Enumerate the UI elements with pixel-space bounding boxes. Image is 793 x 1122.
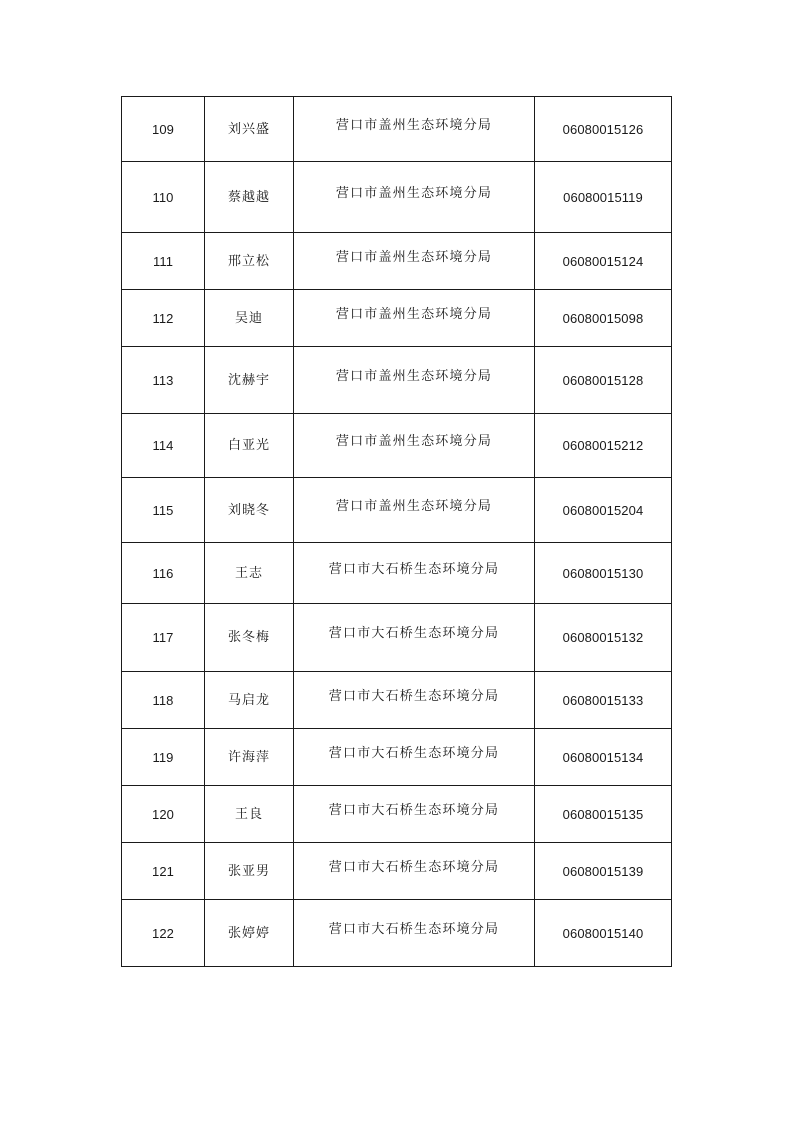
- id-number: 06080015204: [535, 478, 672, 543]
- id-number: 06080015124: [535, 233, 672, 290]
- person-name: 王良: [205, 786, 294, 843]
- id-number: 06080015139: [535, 843, 672, 900]
- department: 营口市盖州生态环境分局: [294, 162, 535, 233]
- table-row: [122, 162, 672, 233]
- department: 营口市盖州生态环境分局: [294, 290, 535, 347]
- department: 营口市盖州生态环境分局: [294, 97, 535, 162]
- row-number: 122: [122, 900, 205, 967]
- person-name: 刘晓冬: [205, 478, 294, 543]
- department: 营口市盖州生态环境分局: [294, 347, 535, 414]
- person-name: 吴迪: [205, 290, 294, 347]
- row-number: 112: [122, 290, 205, 347]
- id-number: 06080015134: [535, 729, 672, 786]
- person-name: 许海萍: [205, 729, 294, 786]
- person-name: 蔡越越: [205, 162, 294, 233]
- table-row: [122, 786, 672, 843]
- id-number: 06080015135: [535, 786, 672, 843]
- person-name: 沈赫宇: [205, 347, 294, 414]
- id-number: 06080015126: [535, 97, 672, 162]
- person-name: 刘兴盛: [205, 97, 294, 162]
- table-row: [122, 604, 672, 672]
- table-row: [122, 414, 672, 478]
- department: 营口市大石桥生态环境分局: [294, 543, 535, 604]
- table-row: [122, 97, 672, 162]
- person-name: 王志: [205, 543, 294, 604]
- row-number: 116: [122, 543, 205, 604]
- table-row: [122, 543, 672, 604]
- roster-table: [121, 96, 672, 967]
- id-number: 06080015119: [535, 162, 672, 233]
- department: 营口市大石桥生态环境分局: [294, 604, 535, 672]
- department: 营口市大石桥生态环境分局: [294, 729, 535, 786]
- id-number: 06080015128: [535, 347, 672, 414]
- row-number: 120: [122, 786, 205, 843]
- id-number: 06080015133: [535, 672, 672, 729]
- id-number: 06080015140: [535, 900, 672, 967]
- table-row: [122, 729, 672, 786]
- department: 营口市大石桥生态环境分局: [294, 843, 535, 900]
- table-row: [122, 672, 672, 729]
- department: 营口市盖州生态环境分局: [294, 414, 535, 478]
- department: 营口市盖州生态环境分局: [294, 478, 535, 543]
- table-row: [122, 290, 672, 347]
- table-row: [122, 347, 672, 414]
- department: 营口市大石桥生态环境分局: [294, 672, 535, 729]
- row-number: 115: [122, 478, 205, 543]
- department: 营口市大石桥生态环境分局: [294, 786, 535, 843]
- row-number: 117: [122, 604, 205, 672]
- person-name: 马启龙: [205, 672, 294, 729]
- id-number: 06080015098: [535, 290, 672, 347]
- row-number: 114: [122, 414, 205, 478]
- department: 营口市盖州生态环境分局: [294, 233, 535, 290]
- person-name: 张亚男: [205, 843, 294, 900]
- id-number: 06080015212: [535, 414, 672, 478]
- row-number: 121: [122, 843, 205, 900]
- row-number: 118: [122, 672, 205, 729]
- table-row: [122, 233, 672, 290]
- person-name: 邢立松: [205, 233, 294, 290]
- id-number: 06080015132: [535, 604, 672, 672]
- table-row: [122, 478, 672, 543]
- table-row: [122, 843, 672, 900]
- row-number: 113: [122, 347, 205, 414]
- id-number: 06080015130: [535, 543, 672, 604]
- person-name: 张婷婷: [205, 900, 294, 967]
- row-number: 110: [122, 162, 205, 233]
- person-name: 白亚光: [205, 414, 294, 478]
- row-number: 119: [122, 729, 205, 786]
- row-number: 109: [122, 97, 205, 162]
- person-name: 张冬梅: [205, 604, 294, 672]
- table-row: [122, 900, 672, 967]
- department: 营口市大石桥生态环境分局: [294, 900, 535, 967]
- row-number: 111: [122, 233, 205, 290]
